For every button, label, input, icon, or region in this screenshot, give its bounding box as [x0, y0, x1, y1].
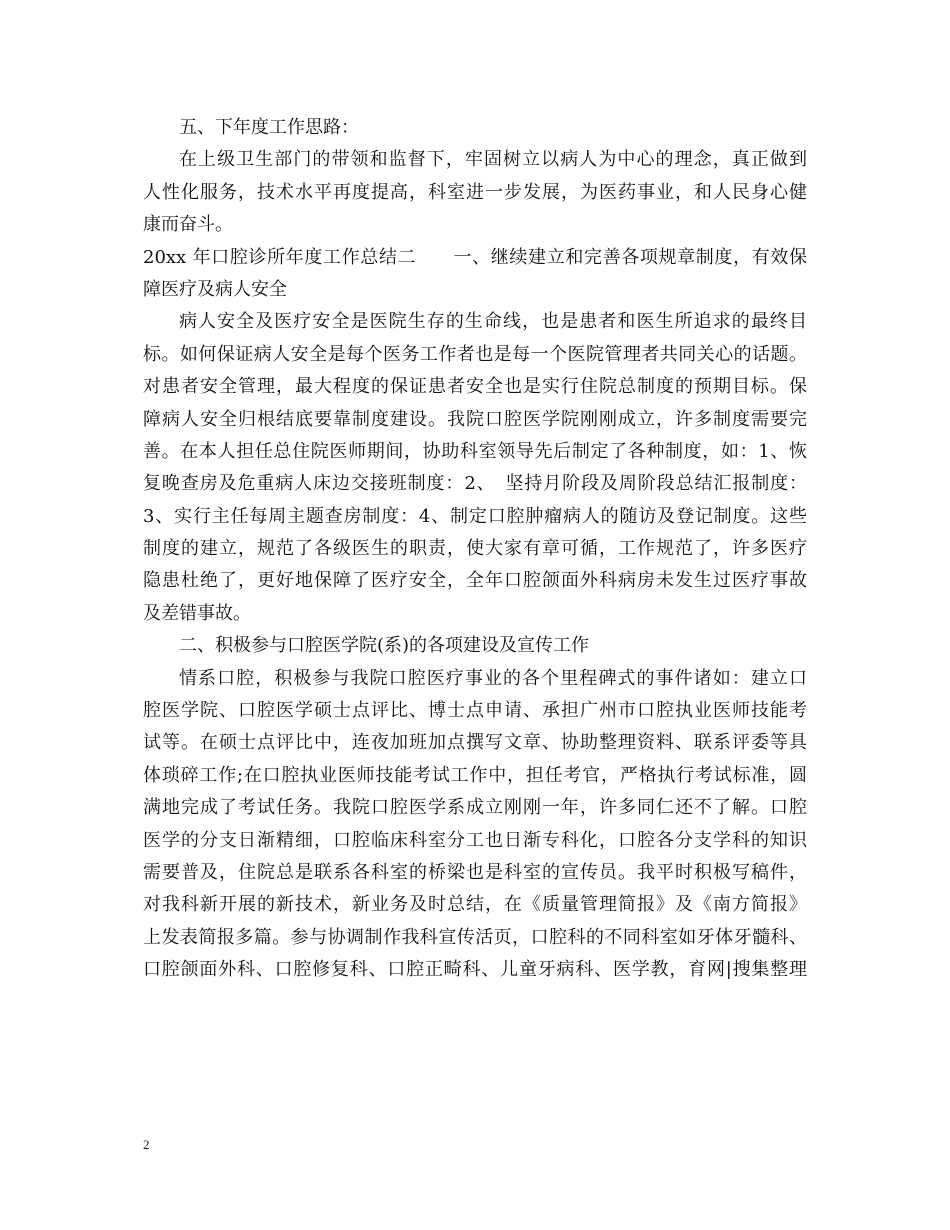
paragraph-line: 腔医学院、口腔医学硕士点评比、博士点申请、承担广州市口腔执业医师技能考 — [143, 700, 807, 722]
document-subtitle-line: 20xx 年口腔诊所年度工作总结二 一、继续建立和完善各项规章制度，有效保 — [143, 246, 807, 268]
body-text — [143, 112, 807, 987]
paragraph-line: 病人安全及医疗安全是医院生存的生命线，也是患者和医生所追求的最终目 — [179, 311, 807, 333]
paragraph-line: 人性化服务，技术水平再度提高，科室进一步发展，为医药事业，和人民身心健 — [143, 181, 807, 203]
paragraph-line: 复晚查房及危重病人床边交接班制度：2、 坚持月阶段及周阶段总结汇报制度： — [143, 473, 807, 495]
section-heading: 五、下年度工作思路： — [179, 117, 359, 138]
paragraph-line: 情系口腔，积极参与我院口腔医疗事业的各个里程碑式的事件诸如：建立口 — [179, 667, 807, 689]
paragraph-line: 体琐碎工作;在口腔执业医师技能考试工作中，担任考官，严格执行考试标准，圆 — [143, 764, 807, 786]
document-subtitle-line: 障医疗及病人安全 — [143, 278, 287, 300]
paragraph-line: 对我科新开展的新技术，新业务及时总结，在《质量管理简报》及《南方简报》 — [143, 894, 807, 916]
paragraph-line: 3、实行主任每周主题查房制度：4、制定口腔肿瘤病人的随访及登记制度。这些 — [143, 505, 807, 527]
paragraph-line: 制度的建立，规范了各级医生的职责，使大家有章可循，工作规范了，许多医疗 — [143, 538, 807, 560]
paragraph-line: 康而奋斗。 — [143, 214, 233, 236]
paragraph-line: 口腔颌面外科、口腔修复科、口腔正畸科、儿童牙病科、医学教，育网|搜集整理 — [143, 959, 807, 981]
paragraph-line: 满地完成了考试任务。我院口腔医学系成立刚刚一年，许多同仁还不了解。口腔 — [143, 797, 807, 819]
section-heading: 二、积极参与口腔医学院(系)的各项建设及宣传工作 — [179, 635, 590, 657]
page-number: 2 — [143, 1137, 150, 1152]
paragraph-line: 上发表简报多篇。参与协调制作我科宣传活页，口腔科的不同科室如牙体牙髓科、 — [143, 926, 807, 948]
paragraph-line: 在上级卫生部门的带领和监督下，牢固树立以病人为中心的理念，真正做到 — [179, 149, 807, 171]
paragraph-line: 标。如何保证病人安全是每个医务工作者也是每一个医院管理者共同关心的话题。 — [143, 343, 807, 365]
paragraph-line: 及差错事故。 — [143, 602, 251, 624]
paragraph-line: 试等。在硕士点评比中，连夜加班加点撰写文章、协助整理资料、联系评委等具 — [143, 732, 807, 754]
paragraph-line: 障病人安全归根结底要靠制度建设。我院口腔医学院刚刚成立，许多制度需要完 — [143, 408, 807, 430]
paragraph-line: 善。在本人担任总住院医师期间，协助科室领导先后制定了各种制度，如：1、恢 — [143, 440, 807, 462]
paragraph-line: 对患者安全管理，最大程度的保证患者安全也是实行住院总制度的预期目标。保 — [143, 376, 807, 398]
paragraph-line: 隐患杜绝了，更好地保障了医疗安全，全年口腔颌面外科病房未发生过医疗事故 — [143, 570, 807, 592]
paragraph-line: 需要普及，住院总是联系各科室的桥梁也是科室的宣传员。我平时积极写稿件， — [143, 861, 807, 883]
paragraph-line: 医学的分支日渐精细，口腔临床科室分工也日渐专科化，口腔各分支学科的知识 — [143, 829, 807, 851]
